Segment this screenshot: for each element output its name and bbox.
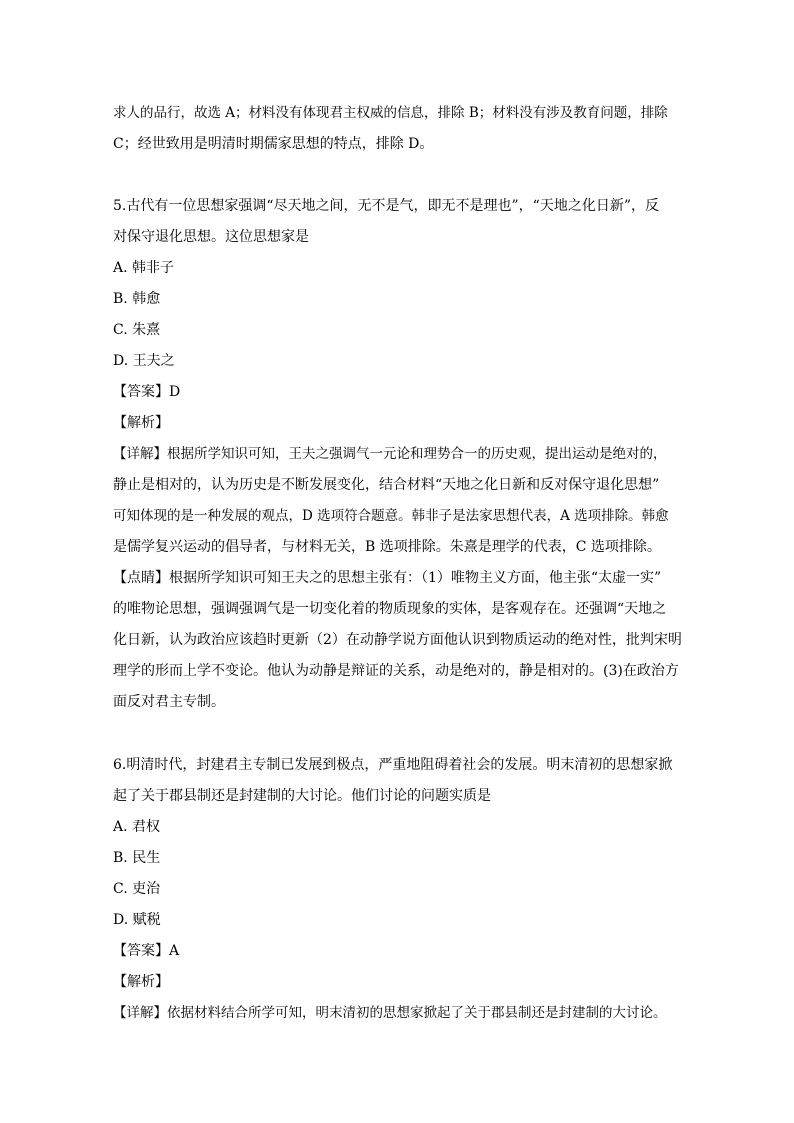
q5-analysis-heading: 【解析】 <box>113 415 169 431</box>
q5-option-b: B. 韩愈 <box>113 291 161 307</box>
q5-option-a: A. 韩非子 <box>113 260 175 276</box>
q6-detail-line-1: 【详解】依据材料结合所学可知，明末清初的思想家掀起了关于郡县制还是封建制的大讨论。 <box>113 1005 667 1021</box>
q5-option-c: C. 朱熹 <box>113 322 161 338</box>
q6-option-d: D. 赋税 <box>113 912 161 928</box>
q5-note-line-1: 【点睛】根据所学知识可知王夫之的思想主张有：（1）唯物主义方面，他主张“太虚一实” <box>113 570 662 586</box>
q6-answer: 【答案】A <box>113 943 180 959</box>
q5-detail-line-3: 可知体现的是一种发展的观点，D 选项符合题意。韩非子是法家思想代表，A 选项排除。韩愈 <box>113 508 669 524</box>
q6-stem-line-2: 起了关于郡县制还是封建制的大讨论。他们讨论的问题实质是 <box>113 788 491 804</box>
q5-detail-line-2: 静止是相对的，认为历史是不断发展变化，结合材料“天地之化日新和反对保守退化思想” <box>113 477 660 493</box>
q6-option-c: C. 吏治 <box>113 881 161 897</box>
q5-note-line-5: 面反对君主专制。 <box>113 694 225 710</box>
q5-stem-line-1: 5.古代有一位思想家强调“尽天地之间，无不是气，即无不是理也”，“天地之化日新”，反 <box>113 198 659 214</box>
q6-option-b: B. 民生 <box>113 850 161 866</box>
q5-note-line-2: 的唯物论思想，强调强调气是一切变化着的物质现象的实体，是客观存在。还强调“天地之 <box>113 601 667 617</box>
q5-note-line-3: 化日新，认为政治应该趋时更新（2）在动静学说方面他认识到物质运动的绝对性，批判宋明 <box>113 632 682 648</box>
q5-note-line-4: 理学的形而上学不变论。他认为动静是辩证的关系，动是绝对的，静是相对的。(3)在政治方 <box>113 663 679 679</box>
q6-analysis-heading: 【解析】 <box>113 974 169 990</box>
q6-stem-line-1: 6.明清时代，封建君主专制已发展到极点，严重地阻碍着社会的发展。明末清初的思想家掀 <box>113 757 673 773</box>
q5-option-d: D. 王夫之 <box>113 353 175 369</box>
q5-stem-line-2: 对保守退化思想。这位思想家是 <box>113 229 309 245</box>
q5-answer: 【答案】D <box>113 384 181 400</box>
q4-explanation-line-2: C；经世致用是明清时期儒家思想的特点，排除 D。 <box>113 136 434 152</box>
q6-option-a: A. 君权 <box>113 819 161 835</box>
q4-explanation-line-1: 求人的品行，故选 A；材料没有体现君主权威的信息，排除 B；材料没有涉及教育问题，排除 <box>113 105 668 121</box>
q5-detail-line-1: 【详解】根据所学知识可知，王夫之强调气一元论和理势合一的历史观，提出运动是绝对的， <box>113 446 667 462</box>
q5-detail-line-4: 是儒学复兴运动的倡导者，与材料无关，B 选项排除。朱熹是理学的代表，C 选项排除。 <box>113 539 661 555</box>
